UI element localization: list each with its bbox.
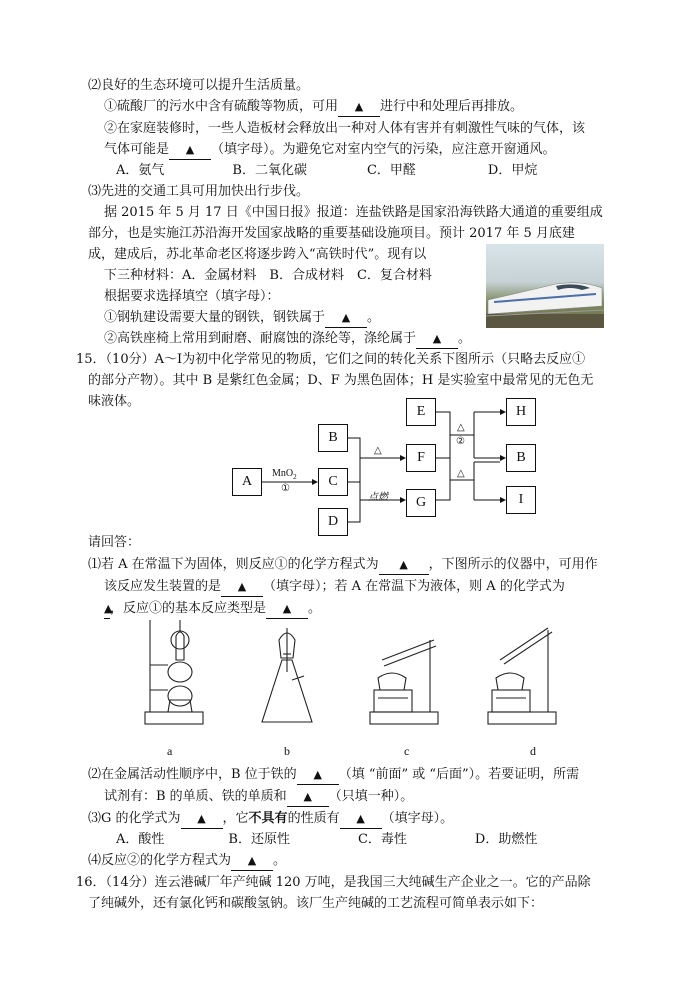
node-c: C — [318, 468, 348, 496]
apparatus-c-label: c — [404, 744, 410, 758]
node-a: A — [232, 468, 262, 496]
ignite-label: 点燃 — [368, 492, 388, 503]
apparatus-b-label: b — [284, 744, 290, 758]
node-g: G — [406, 489, 436, 517]
node-b-product: B — [506, 444, 536, 472]
q15-part2-line: ⑵在金属活动性顺序中，B 位于铁的 ▲ （填 “前面” 或 “后面”）。若要证明，所需 — [88, 766, 579, 785]
q15-part1-line: ⑴若 A 在常温下为固体，则反应①的化学方程式为 ▲ ，下图所示的仪器中，可用作 — [88, 556, 598, 575]
heat-label: △ — [457, 468, 465, 479]
q14-options: A．氨气 B．二氧化碳 C．甲醛 D．甲烷 — [116, 163, 538, 178]
q15-part3-line: ⑶G 的化学式为 ▲ ，它不具有的性质有 ▲ （填字母）。 — [88, 810, 453, 829]
node-e: E — [406, 398, 436, 426]
node-h: H — [506, 398, 536, 426]
q14-line: ①硫酸厂的污水中含有硫酸等物质，可用 ▲ 进行中和处理后再排放。 — [104, 98, 523, 117]
node-f: F — [406, 444, 436, 472]
q14-line: ①钢轨建设需要大量的钢铁，钢铁属于 ▲ 。 — [104, 309, 380, 328]
q14-line: 气体可能是 ▲ （填字母）。为避免它对室内空气的污染，应注意开窗通风。 — [104, 141, 556, 160]
q15-part1-line: 该反应发生装置的是 ▲ （填字母）；若 A 在常温下为液体，则 A 的化学式为 — [104, 578, 565, 597]
q15-part2-line: 试剂有：B 的单质、铁的单质和 ▲ （只填一种）。 — [104, 788, 413, 807]
q16-line: 了纯碱外，还有氯化钙和碳酸氢钠。该厂生产纯碱的工艺流程可简单表示如下： — [88, 896, 544, 911]
q14-line: ②高铁座椅上常用到耐磨、耐腐蚀的涤纶等，涤纶属于 ▲ 。 — [104, 330, 471, 349]
q14-line: 部分，也是实施江苏沿海开发国家战略的重要基础设施项目。预计 2017 年 5 月底建 — [88, 226, 575, 241]
q15-line: 味液体。 — [88, 394, 141, 409]
q14-line: 成，建成后，苏北革命老区将逐步跨入“高铁时代”。现有以 — [88, 247, 427, 262]
q14-line: 据 2015 年 5 月 17 日《中国日报》报道：连盐铁路是国家沿海铁路大通道的重要组成 — [104, 205, 603, 220]
reaction-1-label: ① — [281, 483, 290, 494]
q16-line: 16．（14分）连云港碱厂年产纯碱 120 万吨，是我国三大纯碱生产企业之一。它的产品除 — [76, 875, 591, 890]
node-b: B — [318, 424, 348, 452]
reaction-2-label: ② — [456, 436, 465, 447]
q15-options: A．酸性 B．还原性 C．毒性 D．助燃性 — [116, 832, 538, 847]
catalyst-label: MnO$_2$ — [272, 468, 297, 481]
heat-label: △ — [457, 422, 465, 433]
q14-part2-heading: ⑵良好的生态环境可以提升生活质量。 — [88, 78, 310, 93]
node-i: I — [506, 486, 536, 514]
ask-label: 请回答： — [88, 535, 141, 550]
q14-line: ②在家庭装修时，一些人造板材会释放出一种对人体有害并有刺激性气味的气体，该 — [104, 121, 586, 136]
q15-part1-line: ▲，反应①的基本反应类型是 ▲ 。 — [104, 600, 321, 619]
q14-line: 下三种材料：A．金属材料 B．合成材料 C．复合材料 — [104, 268, 432, 283]
heat-label: △ — [374, 445, 382, 456]
q14-part3-heading: ⑶先进的交通工具可用加快出行步伐。 — [88, 184, 310, 199]
q14-line: 根据要求选择填空（填字母）： — [104, 289, 280, 304]
q15-part4-line: ⑷反应②的化学方程式为 ▲ 。 — [88, 852, 286, 871]
q15-line: 15．（10分）A～I为初中化学常见的物质，它们之间的转化关系下图所示（只略去反应① — [76, 352, 586, 367]
apparatus-d-label: d — [530, 744, 536, 758]
node-d: D — [318, 508, 348, 536]
q15-line: 的部分产物）。其中 B 是紫红色金属；D、F 为黑色固体；H 是实验室中最常见的无色无 — [88, 373, 594, 388]
apparatus-a-label: a — [167, 744, 173, 758]
